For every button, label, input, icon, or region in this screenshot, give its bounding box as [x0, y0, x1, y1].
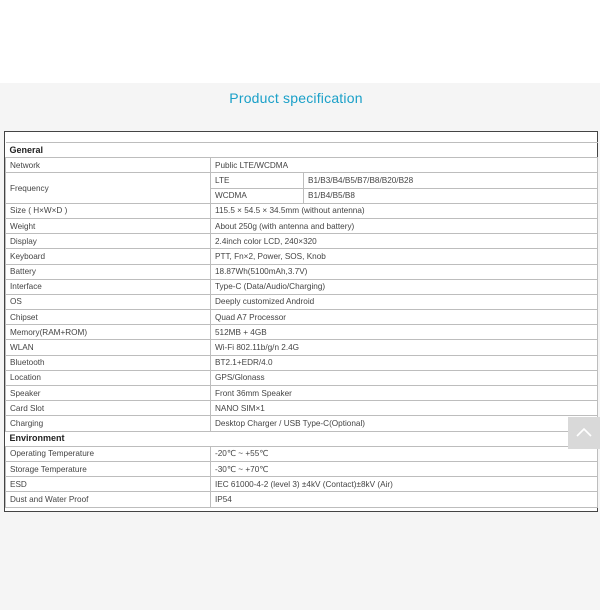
chevron-up-icon — [576, 424, 592, 442]
spec-row-weight — [6, 218, 598, 233]
spec-row-location — [6, 370, 598, 385]
spec-row-keyboard — [6, 249, 598, 264]
spec-label: Interface — [6, 279, 211, 294]
spec-row-card-slot — [6, 401, 598, 416]
spec-row-chipset — [6, 310, 598, 325]
section-title: General — [6, 143, 598, 158]
spec-value: Deeply customized Android — [211, 294, 598, 309]
spec-label: Chipset — [6, 310, 211, 325]
spec-label: Card Slot — [6, 401, 211, 416]
spec-table — [5, 132, 598, 508]
spec-value: IEC 61000-4-2 (level 3) ±4kV (Contact)±8kV (Air) — [211, 477, 598, 492]
spec-row-charging — [6, 416, 598, 431]
spec-value: Public LTE/WCDMA — [211, 158, 598, 173]
spec-row-wlan — [6, 340, 598, 355]
spec-value: Wi-Fi 802.11b/g/n 2.4G — [211, 340, 598, 355]
spec-row-interface — [6, 279, 598, 294]
spec-row-esd — [6, 477, 598, 492]
spec-sublabel: LTE — [211, 173, 304, 188]
spec-label: Size ( H×W×D ) — [6, 203, 211, 218]
spec-value: About 250g (with antenna and battery) — [211, 218, 598, 233]
spec-row-battery — [6, 264, 598, 279]
spec-value: Desktop Charger / USB Type-C(Optional) — [211, 416, 598, 431]
spec-row-network — [6, 158, 598, 173]
spec-label: Display — [6, 234, 211, 249]
spec-value: Type-C (Data/Audio/Charging) — [211, 279, 598, 294]
spec-value: B1/B3/B4/B5/B7/B8/B20/B28 — [304, 173, 598, 188]
spec-sublabel: WCDMA — [211, 188, 304, 203]
spec-label: Bluetooth — [6, 355, 211, 370]
spec-row-dust-water-proof — [6, 492, 598, 507]
spec-label: Memory(RAM+ROM) — [6, 325, 211, 340]
spec-row-storage-temperature — [6, 461, 598, 476]
spec-row-os — [6, 294, 598, 309]
spec-row-memory — [6, 325, 598, 340]
spec-value: Quad A7 Processor — [211, 310, 598, 325]
spec-value: Front 36mm Speaker — [211, 386, 598, 401]
spec-label: ESD — [6, 477, 211, 492]
spec-label: Storage Temperature — [6, 461, 211, 476]
spec-table-container — [4, 131, 598, 512]
spec-value: B1/B4/B5/B8 — [304, 188, 598, 203]
spec-value: IP54 — [211, 492, 598, 507]
spec-value: 18.87Wh(5100mAh,3.7V) — [211, 264, 598, 279]
spec-value: 115.5 × 54.5 × 34.5mm (without antenna) — [211, 203, 598, 218]
page-title: Product specification — [229, 90, 363, 106]
spec-row-bluetooth — [6, 355, 598, 370]
section-environment — [6, 431, 598, 446]
spec-value: 2.4inch color LCD, 240×320 — [211, 234, 598, 249]
spec-value: PTT, Fn×2, Power, SOS, Knob — [211, 249, 598, 264]
spec-label: Location — [6, 370, 211, 385]
spec-row-display — [6, 234, 598, 249]
spec-label: Keyboard — [6, 249, 211, 264]
spec-label: Network — [6, 158, 211, 173]
spec-value: BT2.1+EDR/4.0 — [211, 355, 598, 370]
section-general — [6, 143, 598, 158]
spec-value: GPS/Glonass — [211, 370, 598, 385]
spec-label: Speaker — [6, 386, 211, 401]
spec-label: Operating Temperature — [6, 446, 211, 461]
spec-row-frequency-lte — [6, 173, 598, 188]
spec-row-speaker — [6, 386, 598, 401]
spec-label: Charging — [6, 416, 211, 431]
spec-row-operating-temperature — [6, 446, 598, 461]
spec-label: WLAN — [6, 340, 211, 355]
spec-label: Frequency — [6, 173, 211, 203]
scroll-to-top-button[interactable] — [568, 417, 600, 449]
spec-value: 512MB + 4GB — [211, 325, 598, 340]
spec-label: Weight — [6, 218, 211, 233]
spec-value: -30℃ ~ +70℃ — [211, 461, 598, 476]
spec-label: Dust and Water Proof — [6, 492, 211, 507]
spec-row-size — [6, 203, 598, 218]
spec-value: NANO SIM×1 — [211, 401, 598, 416]
spec-label: OS — [6, 294, 211, 309]
spec-label: Battery — [6, 264, 211, 279]
spec-value: -20℃ ~ +55℃ — [211, 446, 598, 461]
section-title: Environment — [6, 431, 598, 446]
